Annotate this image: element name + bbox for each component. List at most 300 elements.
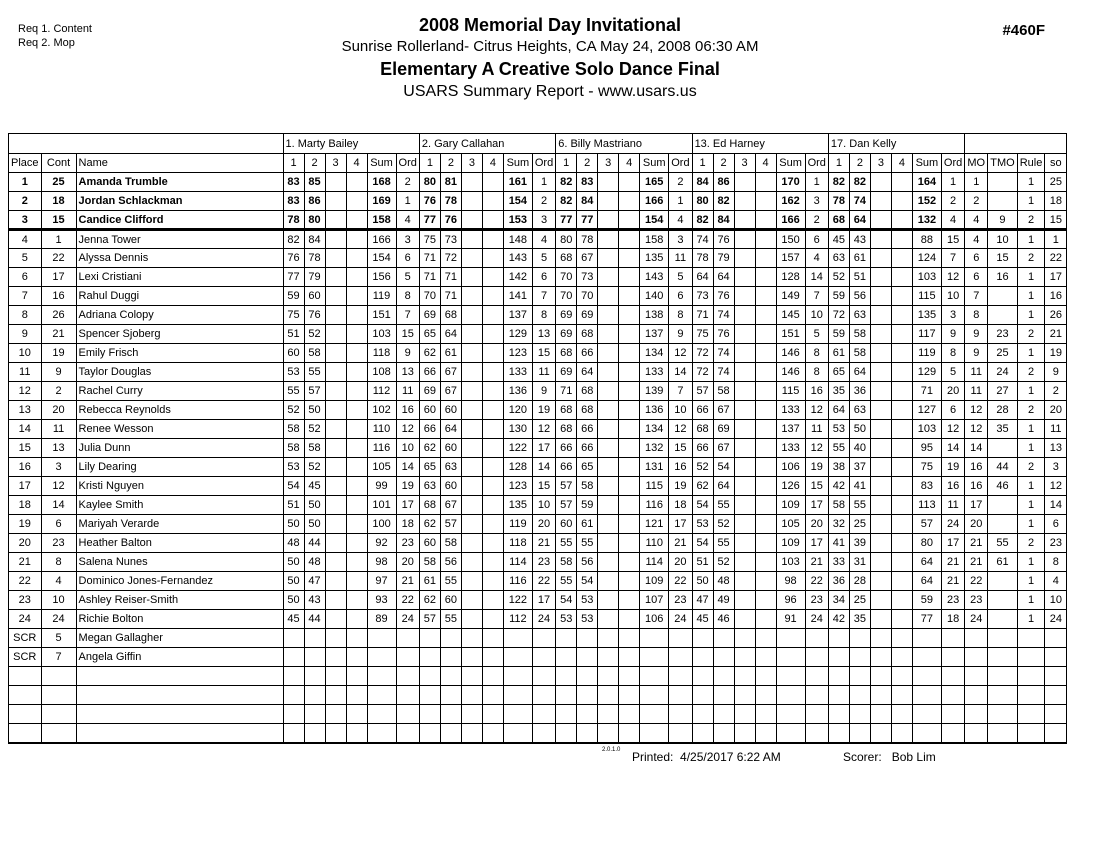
score-cell: 51 (283, 496, 304, 515)
ordinal-cell: 1 (396, 192, 419, 211)
ordinal-cell: 20 (669, 553, 692, 572)
score-cell: 75 (419, 230, 440, 249)
score-cell: 74 (849, 192, 870, 211)
score-cell (755, 382, 776, 401)
sum-cell: 77 (912, 610, 941, 629)
sum-cell: 109 (776, 496, 805, 515)
sum-cell: 124 (912, 249, 941, 268)
ordinal-cell: 16 (396, 401, 419, 420)
score-cell (346, 420, 367, 439)
score-cell: 66 (556, 439, 577, 458)
score-cell: 68 (556, 420, 577, 439)
score-cell: 55 (556, 572, 577, 591)
col-header-sum: Sum (367, 154, 396, 173)
ordinal-cell (805, 629, 828, 648)
ordinal-cell (805, 724, 828, 743)
score-cell (734, 287, 755, 306)
score-cell (755, 173, 776, 192)
ordinal-cell: 16 (669, 458, 692, 477)
result-row (9, 249, 1067, 268)
score-cell (577, 629, 598, 648)
result-row (9, 553, 1067, 572)
score-cell (870, 515, 891, 534)
score-cell (482, 686, 503, 705)
col-header-name: Name (76, 154, 283, 173)
score-cell: 79 (713, 249, 734, 268)
report-header (0, 0, 1100, 133)
score-cell: 80 (419, 173, 440, 192)
score-cell: 55 (713, 496, 734, 515)
rule-cell: 2 (1017, 249, 1045, 268)
score-cell (755, 192, 776, 211)
score-cell (734, 344, 755, 363)
score-cell (461, 724, 482, 743)
judge-row-spacer-right (965, 134, 1067, 154)
sum-cell: 154 (640, 211, 669, 230)
column-header-row (9, 154, 1067, 173)
score-cell (755, 724, 776, 743)
score-cell: 83 (577, 173, 598, 192)
score-cell (734, 401, 755, 420)
ordinal-cell: 21 (669, 534, 692, 553)
score-cell: 84 (577, 192, 598, 211)
score-cell: 64 (849, 211, 870, 230)
col-header-dance-4: 4 (891, 154, 912, 173)
score-cell (461, 173, 482, 192)
score-cell (870, 211, 891, 230)
tmo-cell (988, 572, 1017, 591)
venue-date-line: Sunrise Rollerland- Citrus Heights, CA May 24, 2008 06:30 AM (341, 38, 759, 55)
so-cell: 26 (1045, 306, 1067, 325)
printed-label: Printed: (632, 750, 674, 764)
score-cell (891, 401, 912, 420)
ordinal-cell: 11 (805, 420, 828, 439)
col-header-ord: Ord (396, 154, 419, 173)
ordinal-cell: 8 (532, 306, 555, 325)
score-cell: 73 (440, 230, 461, 249)
sum-cell: 131 (640, 458, 669, 477)
ordinal-cell: 6 (805, 230, 828, 249)
score-cell: 68 (577, 382, 598, 401)
sum-cell: 132 (912, 211, 941, 230)
ordinal-cell: 23 (941, 591, 964, 610)
ordinal-cell (396, 724, 419, 743)
ordinal-cell (941, 724, 964, 743)
ordinal-cell: 14 (805, 268, 828, 287)
score-cell: 78 (577, 230, 598, 249)
score-cell (482, 192, 503, 211)
score-cell: 64 (440, 420, 461, 439)
skater-name-cell: Jordan Schlackman (76, 192, 283, 211)
sum-cell: 150 (776, 230, 805, 249)
score-cell (482, 667, 503, 686)
result-row (9, 363, 1067, 382)
ordinal-cell: 15 (941, 230, 964, 249)
place-cell: 10 (9, 344, 42, 363)
score-cell (849, 724, 870, 743)
score-cell: 60 (283, 344, 304, 363)
score-cell (325, 667, 346, 686)
skater-name-cell (76, 667, 283, 686)
tmo-cell: 16 (988, 268, 1017, 287)
ordinal-cell: 12 (941, 420, 964, 439)
ordinal-cell: 15 (396, 325, 419, 344)
score-cell (849, 705, 870, 724)
score-cell (482, 477, 503, 496)
sum-cell (912, 686, 941, 705)
score-cell: 61 (440, 344, 461, 363)
score-cell (283, 686, 304, 705)
score-cell: 85 (304, 173, 325, 192)
score-cell (283, 724, 304, 743)
score-cell (734, 458, 755, 477)
score-cell (891, 211, 912, 230)
tmo-cell (988, 686, 1017, 705)
place-cell: 11 (9, 363, 42, 382)
tmo-cell (988, 705, 1017, 724)
score-cell: 66 (577, 344, 598, 363)
ordinal-cell: 23 (396, 534, 419, 553)
sum-cell: 166 (367, 230, 396, 249)
score-cell: 69 (556, 363, 577, 382)
sum-cell (503, 667, 532, 686)
score-cell: 69 (419, 306, 440, 325)
score-cell (482, 439, 503, 458)
tmo-cell: 61 (988, 553, 1017, 572)
sum-cell: 133 (640, 363, 669, 382)
score-cell (891, 534, 912, 553)
score-cell: 45 (692, 610, 713, 629)
score-cell: 55 (556, 534, 577, 553)
score-cell (482, 363, 503, 382)
so-cell: 12 (1045, 477, 1067, 496)
col-header-dance-1: 1 (556, 154, 577, 173)
score-cell: 67 (713, 439, 734, 458)
mo-cell: 22 (965, 572, 988, 591)
skater-name-cell: Julia Dunn (76, 439, 283, 458)
score-cell (482, 629, 503, 648)
mo-cell (965, 705, 988, 724)
rule-cell: 1 (1017, 306, 1045, 325)
ordinal-cell: 19 (941, 458, 964, 477)
score-cell (713, 648, 734, 667)
score-cell (325, 230, 346, 249)
score-cell (619, 496, 640, 515)
mo-cell: 6 (965, 268, 988, 287)
so-cell: 16 (1045, 287, 1067, 306)
score-cell (346, 325, 367, 344)
score-cell (891, 686, 912, 705)
sum-cell: 119 (912, 344, 941, 363)
score-cell: 48 (713, 572, 734, 591)
score-cell (713, 686, 734, 705)
score-cell (870, 439, 891, 458)
tmo-cell: 23 (988, 325, 1017, 344)
score-cell (482, 382, 503, 401)
sum-cell: 100 (367, 515, 396, 534)
score-cell (461, 686, 482, 705)
score-cell: 36 (849, 382, 870, 401)
score-cell (325, 287, 346, 306)
score-cell: 56 (849, 287, 870, 306)
ordinal-cell: 1 (941, 173, 964, 192)
sum-cell: 105 (367, 458, 396, 477)
score-cell: 78 (283, 211, 304, 230)
mo-cell (965, 667, 988, 686)
sum-cell: 115 (912, 287, 941, 306)
sum-cell: 168 (367, 173, 396, 192)
ordinal-cell: 21 (805, 553, 828, 572)
score-cell: 31 (849, 553, 870, 572)
ordinal-cell: 15 (805, 477, 828, 496)
so-cell: 14 (1045, 496, 1067, 515)
so-cell: 3 (1045, 458, 1067, 477)
sum-cell: 166 (640, 192, 669, 211)
score-cell (577, 667, 598, 686)
sum-cell: 132 (640, 439, 669, 458)
ordinal-cell (669, 667, 692, 686)
score-cell: 50 (283, 515, 304, 534)
score-cell: 38 (828, 458, 849, 477)
tmo-cell (988, 591, 1017, 610)
col-header-dance-3: 3 (461, 154, 482, 173)
score-cell: 41 (828, 534, 849, 553)
score-cell (482, 724, 503, 743)
score-cell: 84 (304, 230, 325, 249)
sum-cell (912, 629, 941, 648)
ordinal-cell: 8 (805, 344, 828, 363)
skater-name-cell: Dominico Jones-Fernandez (76, 572, 283, 591)
contestant-number-cell: 18 (41, 192, 76, 211)
ordinal-cell (669, 686, 692, 705)
score-cell (346, 724, 367, 743)
place-cell: 2 (9, 192, 42, 211)
score-cell: 64 (713, 268, 734, 287)
score-cell (870, 496, 891, 515)
score-cell (692, 686, 713, 705)
score-cell (891, 705, 912, 724)
score-cell: 73 (692, 287, 713, 306)
score-cell: 75 (692, 325, 713, 344)
score-cell (891, 610, 912, 629)
ordinal-cell: 1 (532, 173, 555, 192)
score-cell (325, 610, 346, 629)
rule-cell: 1 (1017, 591, 1045, 610)
sum-cell: 135 (503, 496, 532, 515)
col-header-sum: Sum (503, 154, 532, 173)
mo-cell: 7 (965, 287, 988, 306)
ordinal-cell: 23 (532, 553, 555, 572)
sum-cell: 133 (776, 439, 805, 458)
score-cell: 80 (556, 230, 577, 249)
score-cell (713, 724, 734, 743)
score-cell (325, 591, 346, 610)
score-cell (870, 591, 891, 610)
ordinal-cell: 21 (941, 572, 964, 591)
sum-cell: 123 (503, 477, 532, 496)
skater-name-cell: Rebecca Reynolds (76, 401, 283, 420)
skater-name-cell: Adriana Colopy (76, 306, 283, 325)
ordinal-cell: 15 (532, 477, 555, 496)
ordinal-cell: 8 (941, 344, 964, 363)
score-cell: 66 (692, 401, 713, 420)
score-cell: 50 (849, 420, 870, 439)
score-cell: 53 (828, 420, 849, 439)
col-header-dance-2: 2 (304, 154, 325, 173)
score-cell (325, 458, 346, 477)
score-cell (482, 173, 503, 192)
sum-cell: 109 (776, 534, 805, 553)
score-cell (619, 211, 640, 230)
score-cell: 33 (828, 553, 849, 572)
ordinal-cell: 12 (941, 268, 964, 287)
place-cell: 22 (9, 572, 42, 591)
ordinal-cell: 2 (669, 173, 692, 192)
ordinal-cell (532, 629, 555, 648)
score-cell: 70 (556, 268, 577, 287)
place-cell: 18 (9, 496, 42, 515)
score-cell: 83 (283, 192, 304, 211)
contestant-number-cell: 15 (41, 211, 76, 230)
software-version: 2.0.1.0 (602, 747, 621, 753)
rule-cell: 1 (1017, 268, 1045, 287)
rule-cell (1017, 629, 1045, 648)
score-cell (325, 344, 346, 363)
mo-cell (965, 629, 988, 648)
score-cell (734, 648, 755, 667)
so-cell (1045, 686, 1067, 705)
score-cell (482, 591, 503, 610)
sum-cell: 57 (912, 515, 941, 534)
score-cell (891, 325, 912, 344)
contestant-number-cell: 25 (41, 173, 76, 192)
ordinal-cell: 17 (532, 591, 555, 610)
score-cell: 86 (304, 192, 325, 211)
score-cell (556, 667, 577, 686)
contestant-number-cell: 17 (41, 268, 76, 287)
skater-name-cell: Spencer Sjoberg (76, 325, 283, 344)
so-cell: 24 (1045, 610, 1067, 629)
score-cell (692, 648, 713, 667)
score-cell: 58 (304, 439, 325, 458)
score-cell (556, 705, 577, 724)
sum-cell (503, 648, 532, 667)
sum-cell (776, 705, 805, 724)
score-cell: 62 (692, 477, 713, 496)
ordinal-cell: 22 (669, 572, 692, 591)
place-cell: SCR (9, 648, 42, 667)
score-cell (598, 534, 619, 553)
sum-cell: 116 (367, 439, 396, 458)
score-cell: 58 (577, 477, 598, 496)
score-cell (598, 306, 619, 325)
score-cell (556, 629, 577, 648)
ordinal-cell (805, 686, 828, 705)
ordinal-cell: 15 (669, 439, 692, 458)
score-cell (325, 211, 346, 230)
score-cell: 74 (713, 344, 734, 363)
score-cell (598, 572, 619, 591)
ordinal-cell: 2 (805, 211, 828, 230)
sum-cell: 114 (640, 553, 669, 572)
ordinal-cell: 24 (396, 610, 419, 629)
score-cell (692, 667, 713, 686)
score-cell: 76 (304, 306, 325, 325)
score-cell: 55 (440, 572, 461, 591)
score-cell: 75 (283, 306, 304, 325)
ordinal-cell: 18 (669, 496, 692, 515)
sum-cell: 146 (776, 344, 805, 363)
ordinal-cell: 10 (805, 306, 828, 325)
score-cell: 76 (419, 192, 440, 211)
place-cell: 21 (9, 553, 42, 572)
score-cell (734, 534, 755, 553)
score-cell (598, 401, 619, 420)
score-cell: 82 (828, 173, 849, 192)
score-cell (870, 382, 891, 401)
score-cell: 52 (713, 515, 734, 534)
ordinal-cell: 19 (396, 477, 419, 496)
result-row (9, 572, 1067, 591)
score-cell (556, 686, 577, 705)
sum-cell: 137 (640, 325, 669, 344)
score-cell: 64 (577, 363, 598, 382)
score-cell (461, 591, 482, 610)
contestant-number-cell: 5 (41, 629, 76, 648)
score-cell (325, 724, 346, 743)
sum-cell: 169 (367, 192, 396, 211)
score-cell: 52 (304, 325, 325, 344)
so-cell: 9 (1045, 363, 1067, 382)
score-cell (598, 610, 619, 629)
score-cell (598, 629, 619, 648)
ordinal-cell: 8 (669, 306, 692, 325)
score-cell (346, 477, 367, 496)
score-cell (870, 705, 891, 724)
so-cell: 6 (1045, 515, 1067, 534)
score-cell: 61 (828, 344, 849, 363)
tmo-cell (988, 306, 1017, 325)
ordinal-cell (532, 648, 555, 667)
judge-header: 2. Gary Callahan (419, 134, 555, 154)
score-cell (346, 667, 367, 686)
contestant-number-cell: 26 (41, 306, 76, 325)
score-cell: 35 (849, 610, 870, 629)
col-header-dance-1: 1 (419, 154, 440, 173)
score-cell (482, 705, 503, 724)
score-cell (734, 249, 755, 268)
score-cell (828, 667, 849, 686)
score-cell: 64 (440, 325, 461, 344)
rule-cell: 2 (1017, 325, 1045, 344)
score-cell (346, 496, 367, 515)
score-cell: 69 (713, 420, 734, 439)
result-row (9, 192, 1067, 211)
ordinal-cell: 24 (669, 610, 692, 629)
place-cell: 12 (9, 382, 42, 401)
tmo-cell: 28 (988, 401, 1017, 420)
score-cell: 55 (828, 439, 849, 458)
rule-cell: 1 (1017, 173, 1045, 192)
score-cell: 68 (577, 325, 598, 344)
empty-row (9, 667, 1067, 686)
score-cell: 60 (304, 287, 325, 306)
sum-cell: 146 (776, 363, 805, 382)
score-cell: 54 (692, 496, 713, 515)
sum-cell: 95 (912, 439, 941, 458)
rule-cell: 1 (1017, 553, 1045, 572)
score-cell: 68 (419, 496, 440, 515)
